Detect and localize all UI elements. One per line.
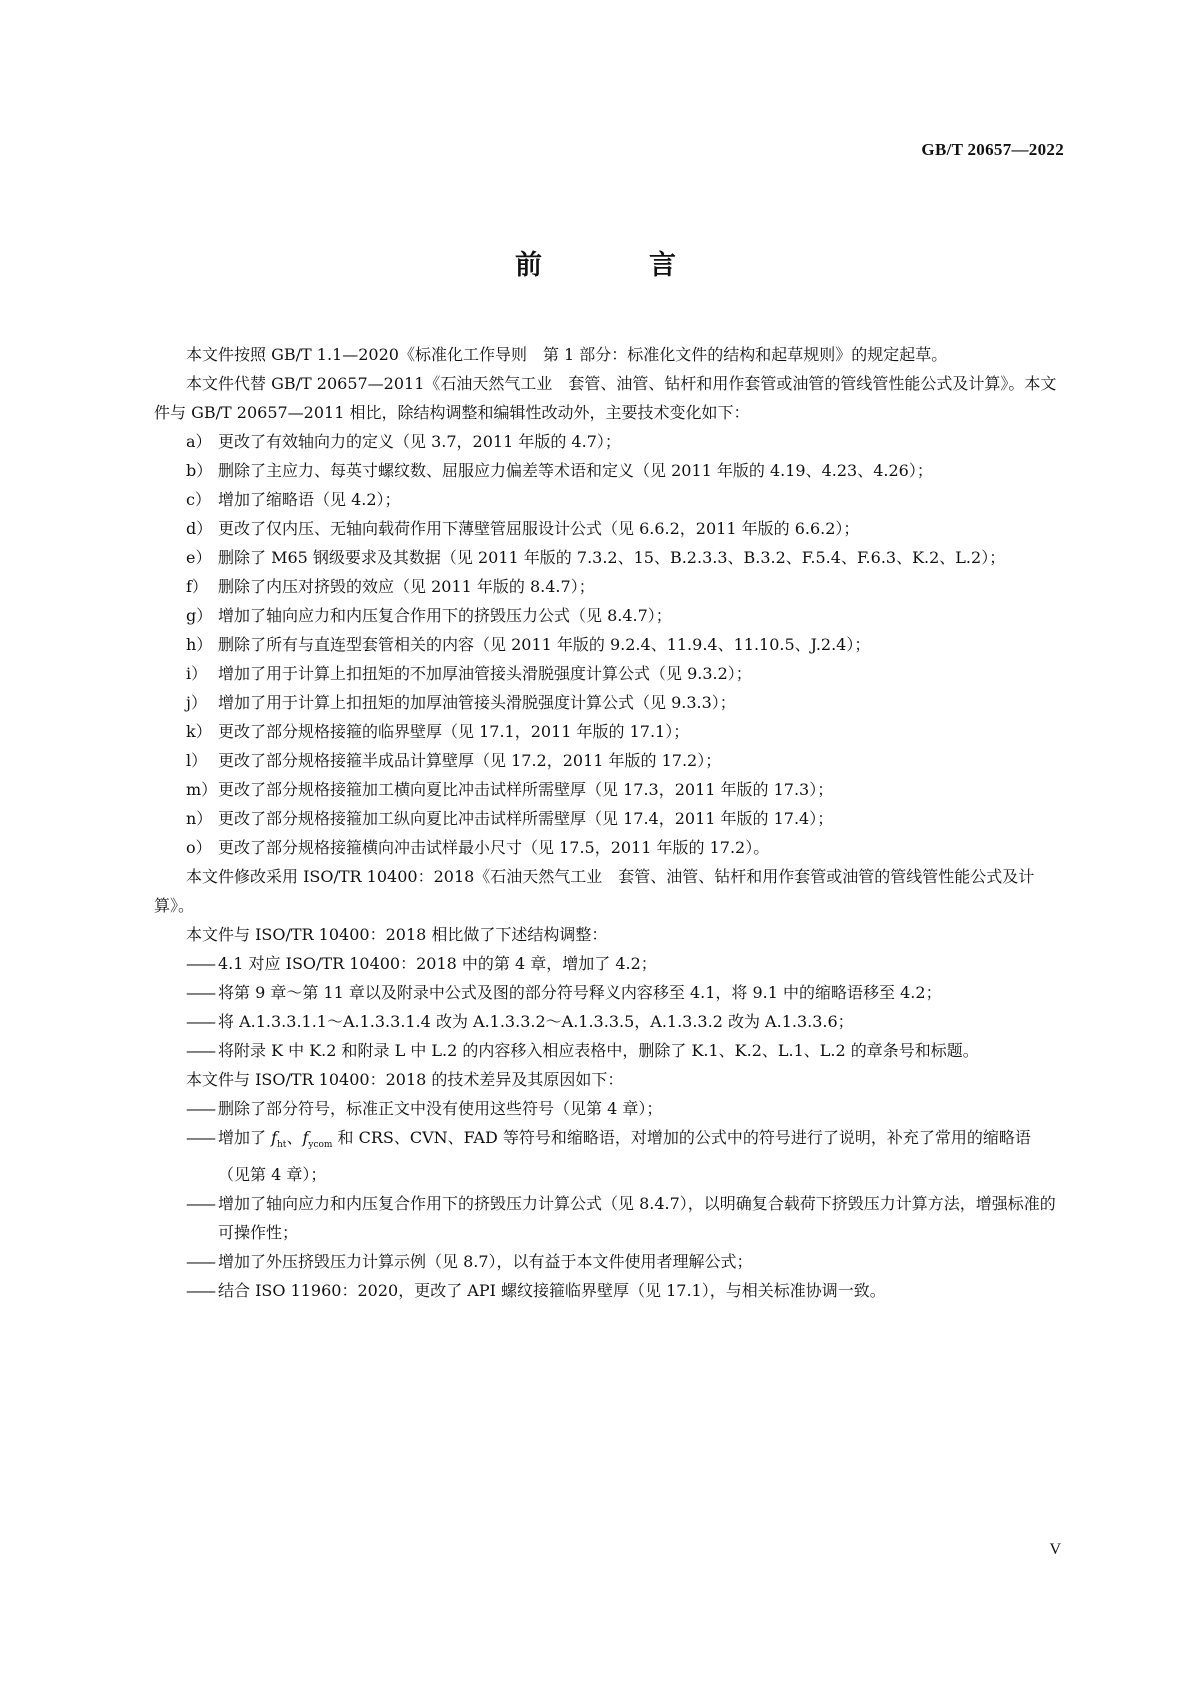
dash-label: —— [186, 983, 214, 1002]
list-item-text: 更改了部分规格接箍半成品计算壁厚（见 17.2，2011 年版的 17.2）； [218, 751, 722, 770]
list-item-label: d） [186, 519, 213, 538]
dash-item [154, 1276, 1060, 1305]
structure-changes-list [154, 949, 1060, 1065]
dash-label: —— [186, 1128, 214, 1147]
dash-label: —— [186, 1012, 214, 1031]
list-item-text: 删除了所有与直连型套管相关的内容（见 2011 年版的 9.2.4、11.9.4、11.10.5、J.2.4）； [218, 635, 871, 654]
dash-item-text: 增加了轴向应力和内压复合作用下的挤毁压力计算公式（见 8.4.7），以明确复合载荷下挤毁压力计算方法，增强标准的可操作性； [218, 1194, 1056, 1243]
list-item-text: 增加了缩略语（见 4.2）； [218, 490, 401, 509]
dash-item [154, 1007, 1060, 1036]
paragraph-adoption: 本文件修改采用 ISO/TR 10400：2018《石油天然气工业 套管、油管、钻杆和用作套管或油管的管线管性能公式及计算》。 [154, 867, 1035, 915]
list-item [154, 630, 1060, 659]
list-item [154, 485, 1060, 514]
page-number: V [1049, 1541, 1061, 1558]
paragraph-drafting-rules: 本文件按照 GB/T 1.1—2020《标准化工作导则 第 1 部分：标准化文件的结构和起草规则》的规定起草。 [186, 345, 948, 364]
list-item-label: c） [186, 490, 211, 509]
list-item-label: m） [186, 780, 218, 799]
foreword-body [154, 340, 1060, 1305]
list-item-text: 更改了部分规格接箍加工横向夏比冲击试样所需壁厚（见 17.3，2011 年版的 17.3）； [218, 780, 834, 799]
list-item-text: 增加了轴向应力和内压复合作用下的挤毁压力公式（见 8.4.7）； [218, 606, 672, 625]
list-item-label: o） [186, 838, 212, 857]
list-item [154, 775, 1060, 804]
dash-item-text: 删除了部分符号，标准正文中没有使用这些符号（见第 4 章）； [218, 1099, 663, 1118]
list-item-text: 更改了有效轴向力的定义（见 3.7，2011 年版的 4.7）； [218, 432, 621, 451]
dash-label: —— [186, 1041, 214, 1060]
list-item [154, 746, 1060, 775]
list-item-label: i） [186, 664, 208, 683]
symbol-subscript: ht [277, 1140, 287, 1151]
dash-label: —— [186, 1252, 214, 1272]
dash-item-text: 将附录 K 中 K.2 和附录 L 中 L.2 的内容移入相应表格中，删除了 K.1、K.2、L.1、L.2 的章条号和标题。 [218, 1041, 979, 1060]
list-item-text: 更改了部分规格接箍加工纵向夏比冲击试样所需壁厚（见 17.4，2011 年版的 17.4）； [218, 809, 834, 828]
list-item-text: 更改了部分规格接箍的临界壁厚（见 17.1，2011 年版的 17.1）； [218, 722, 690, 741]
list-item [154, 601, 1060, 630]
dash-item-text: 4.1 对应 ISO/TR 10400：2018 中的第 4 章，增加了 4.2； [218, 954, 657, 973]
dash-item [154, 1189, 1060, 1247]
list-item [154, 514, 1060, 543]
paragraph-tech-diff-intro: 本文件与 ISO/TR 10400：2018 的技术差异及其原因如下： [186, 1070, 624, 1089]
symbol-subscript: ycom [308, 1140, 333, 1151]
list-item-label: l） [186, 751, 208, 770]
dash-item-text: 将 A.1.3.3.1.1～A.1.3.3.1.4 改为 A.1.3.3.2～A.1.3.3.5，A.1.3.3.2 改为 A.1.3.3.6； [218, 1012, 854, 1031]
dash-item [154, 1094, 1060, 1123]
dash-label: —— [186, 1194, 214, 1214]
paragraph-structure-intro: 本文件与 ISO/TR 10400：2018 相比做了下述结构调整： [186, 925, 608, 944]
list-item-text: 增加了用于计算上扣扭矩的不加厚油管接头滑脱强度计算公式（见 9.3.2）； [218, 664, 752, 683]
list-item [154, 456, 1060, 485]
list-item-label: g） [186, 606, 213, 625]
dash-item-text [218, 1123, 1060, 1189]
changes-list [154, 427, 1060, 862]
list-item [154, 804, 1060, 833]
list-item-label: h） [186, 635, 213, 654]
list-item-text: 更改了仅内压、无轴向载荷作用下薄壁管屈服设计公式（见 6.6.2，2011 年版的 6.6.2）； [218, 519, 860, 538]
dash-item-text: 结合 ISO 11960：2020，更改了 API 螺纹接箍临界壁厚（见 17.1），与相关标准协调一致。 [218, 1281, 886, 1301]
tech-diffs-list [154, 1094, 1060, 1305]
list-item-label: f） [186, 577, 208, 596]
list-item [154, 688, 1060, 717]
page-title: 前 言 [515, 250, 716, 281]
list-item [154, 572, 1060, 601]
dash-label: —— [186, 1281, 214, 1301]
list-item-label: a） [186, 432, 212, 451]
list-item-label: e） [186, 548, 212, 567]
dash-item-text: 增加了外压挤毁压力计算示例（见 8.7），以有益于本文件使用者理解公式； [218, 1252, 753, 1272]
list-item-text: 删除了 M65 钢级要求及其数据（见 2011 年版的 7.3.2、15、B.2.3.3、B.3.2、F.5.4、F.6.3、K.2、L.2）； [218, 548, 1006, 567]
dash-item [154, 1123, 1060, 1189]
list-item-label: j） [186, 693, 207, 712]
symbol-f: f [302, 1128, 309, 1147]
list-item [154, 717, 1060, 746]
dash-item-text: 将第 9 章～第 11 章以及附录中公式及图的部分符号释义内容移至 4.1，将 9.1 中的缩略语移至 4.2； [218, 983, 942, 1002]
list-item-label: n） [186, 809, 213, 828]
standard-code: GB/T 20657—2022 [921, 140, 1064, 159]
dash-label: —— [186, 1099, 214, 1118]
list-item-text: 增加了用于计算上扣扭矩的加厚油管接头滑脱强度计算公式（见 9.3.3）； [218, 693, 736, 712]
list-item-text: 删除了主应力、每英寸螺纹数、屈服应力偏差等术语和定义（见 2011 年版的 4.19、4.23、4.26）； [218, 461, 933, 480]
dash-item [154, 978, 1060, 1007]
text-segment: 和 CRS、CVN、FAD 等符号和缩略语，对增加的公式中的符号进行了说明，补充了常用的缩略语（见第 4 章）； [218, 1128, 1031, 1185]
list-item-text: 删除了内压对挤毁的效应（见 2011 年版的 8.4.7）； [218, 577, 595, 596]
dash-item [154, 1036, 1060, 1065]
list-item-label: k） [186, 722, 212, 741]
dash-item [154, 949, 1060, 978]
text-segment: 增加了 [218, 1128, 272, 1147]
list-item [154, 543, 1060, 572]
symbol-f: f [271, 1128, 278, 1147]
list-item [154, 833, 1060, 862]
dash-item [154, 1247, 1060, 1276]
paragraph-replacement: 本文件代替 GB/T 20657—2011《石油天然气工业 套管、油管、钻杆和用作套管或油管的管线管性能公式及计算》。本文件与 GB/T 20657—2011 相比，除结构调整和编辑性改动外，主要技术变化如下： [154, 374, 1057, 422]
dash-label: —— [186, 954, 214, 973]
list-item-text: 更改了部分规格接箍横向冲击试样最小尺寸（见 17.5，2011 年版的 17.2）。 [218, 838, 770, 857]
list-item [154, 659, 1060, 688]
list-item [154, 427, 1060, 456]
list-item-label: b） [186, 461, 213, 480]
text-segment: 、 [286, 1128, 303, 1147]
